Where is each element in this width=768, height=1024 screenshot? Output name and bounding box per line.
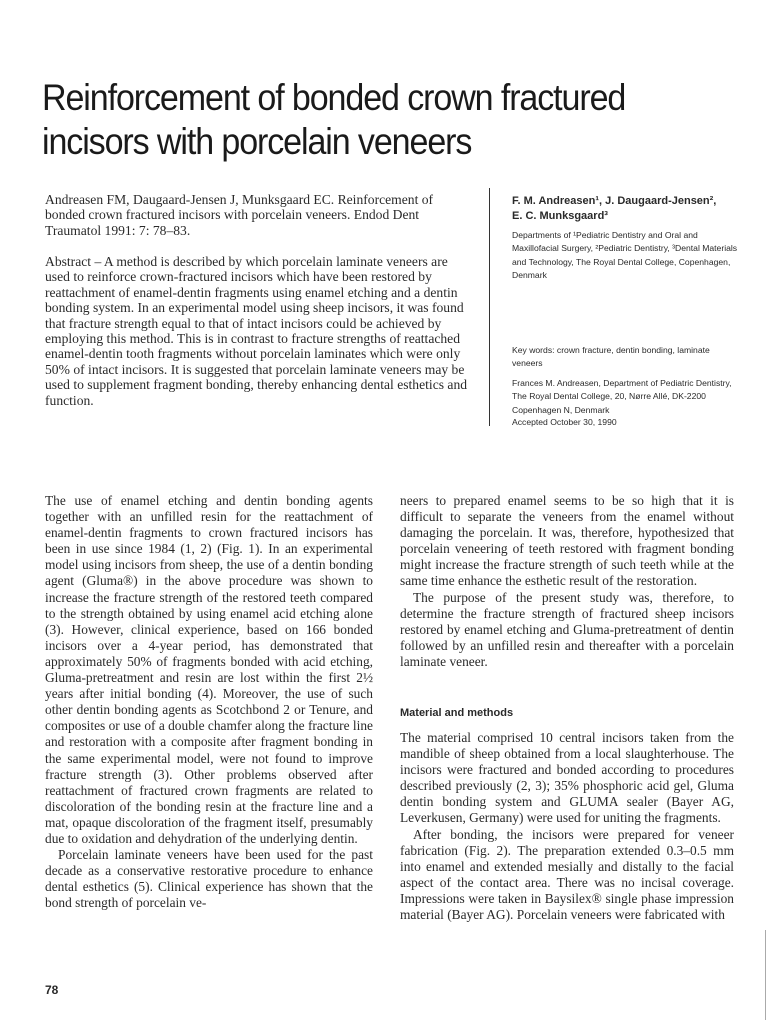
body-paragraph: The use of enamel etching and dentin bonding agents together with an unfilled resin for the reattachment of enamel-dentin fragments to crown fractured incisors has been in use since 1984 (1, 2) (Fig. 1). In an experimental model using incisors from sheep, the use of a dentin bonding agent (Gluma®) in the above procedure was shown to increase the fracture strength of the restored teeth compared to the strength obtained by using enamel acid etching alone (3). However, clinical experience, based on 166 bonded incisors over a 4-year period, has demonstrated that approximately 50% of fragments bonded with acid etching, Gluma-pretreatment and resin are lost within the first 2½ years after initial bonding (4). Moreover, the use of such other dentin bonding agents as Scotchbond 2 or Tenure, and composites or use of a double chamfer along the fracture line and restoration with a composite after fragment bonding in the same experimental model, were not found to improve fracture strength (3). Other problems observed after reattachment of fractured crown fragments are related to discoloration of the bonding resin at the fracture line and a mat, opaque discoloration of the fragment itself, presumably due to oxidation and dehydration of the underlying dentin. xyxy=(45,493,373,846)
affiliation: Departments of ¹Pediatric Dentistry and Oral and Maxillofacial Surgery, ²Pediatric Dentistry, ³Dental Materials and Technology, The Royal Dental College, Copenhagen, Denmark xyxy=(512,230,738,281)
body-paragraph: Porcelain laminate veneers have been used for the past decade as a conservative restorative procedure to enhance dental esthetics (5). Clinical experience has shown that the bond strength of porcelain ve- xyxy=(45,847,373,911)
author-line-2: E. C. Munksgaard³ xyxy=(512,210,608,222)
body-column-right-top xyxy=(400,493,734,670)
body-column-left xyxy=(45,493,373,911)
sidebar-divider xyxy=(489,188,490,426)
page-number: 78 xyxy=(45,983,59,997)
section-heading: Material and methods xyxy=(400,707,514,719)
abstract: Abstract – A method is described by which porcelain laminate veneers are used to reinforce crown-fractured incisors which have been restored by reattachment of enamel-dentin fragments using enamel etching and a dentin bonding system. In an experimental model using sheep incisors, it was found that fracture strength equal to that of intact incisors could be achieved by employing this method. This is in contrast to fracture strengths of reattached enamel-dentin tooth fragments without porcelain laminates which were only 50% of intact incisors. It is suggested that porcelain laminate veneers may be used to supplement fragment bonding, thereby enhancing dental esthetics and function. xyxy=(45,254,468,408)
correspondence-address: Frances M. Andreasen, Department of Pediatric Dentistry, The Royal Dental College, 20, Nørre Allé, DK-2200 Copenhagen N, Denmark xyxy=(512,378,732,415)
body-paragraph: The material comprised 10 central incisors taken from the mandible of sheep obtained from a local slaughterhouse. The incisors were fractured and bonded according to procedures described previously (2, 3); 35% phosphoric acid gel, Gluma dentin bonding system and GLUMA sealer (Bayer AG, Leverkusen, Germany) were used for uniting the fragments. xyxy=(400,730,734,826)
body-paragraph: neers to prepared enamel seems to be so high that it is difficult to separate the veneers from the enamel without damaging the porcelain. It was, therefore, hypothesized that porcelain veneering of teeth restored with fragment bonding might increase the fracture strength of such teeth while at the same time enhance the esthetic result of the restoration. xyxy=(400,493,734,589)
scan-edge-line xyxy=(765,930,766,1020)
citation: Andreasen FM, Daugaard-Jensen J, Munksgaard EC. Reinforcement of bonded crown fractured incisors with porcelain veneers. Endod Dent Traumatol 1991: 7: 78–83. xyxy=(45,192,434,238)
author-line-1: F. M. Andreasen¹, J. Daugaard-Jensen², xyxy=(512,195,717,207)
accepted-date: Accepted October 30, 1990 xyxy=(512,417,617,427)
keywords: Key words: crown fracture, dentin bonding, laminate veneers xyxy=(512,345,710,369)
body-column-right-bottom xyxy=(400,730,734,923)
body-paragraph: The purpose of the present study was, therefore, to determine the fracture strength of fractured sheep incisors restored by enamel etching and Gluma-pretreatment of dentin followed by an unfilled resin and thereafter with a porcelain laminate veneer. xyxy=(400,589,734,669)
body-paragraph: After bonding, the incisors were prepared for veneer fabrication (Fig. 2). The preparation extended 0.3–0.5 mm into enamel and extended mesially and distally to the facial aspect of the contact area. There was no incisal coverage. Impressions were taken in Baysilex® single phase impression material (Bayer AG). Porcelain veneers were fabricated with xyxy=(400,826,734,923)
article-title: Reinforcement of bonded crown fractured incisors with porcelain veneers xyxy=(42,77,626,162)
author-list xyxy=(512,194,742,224)
